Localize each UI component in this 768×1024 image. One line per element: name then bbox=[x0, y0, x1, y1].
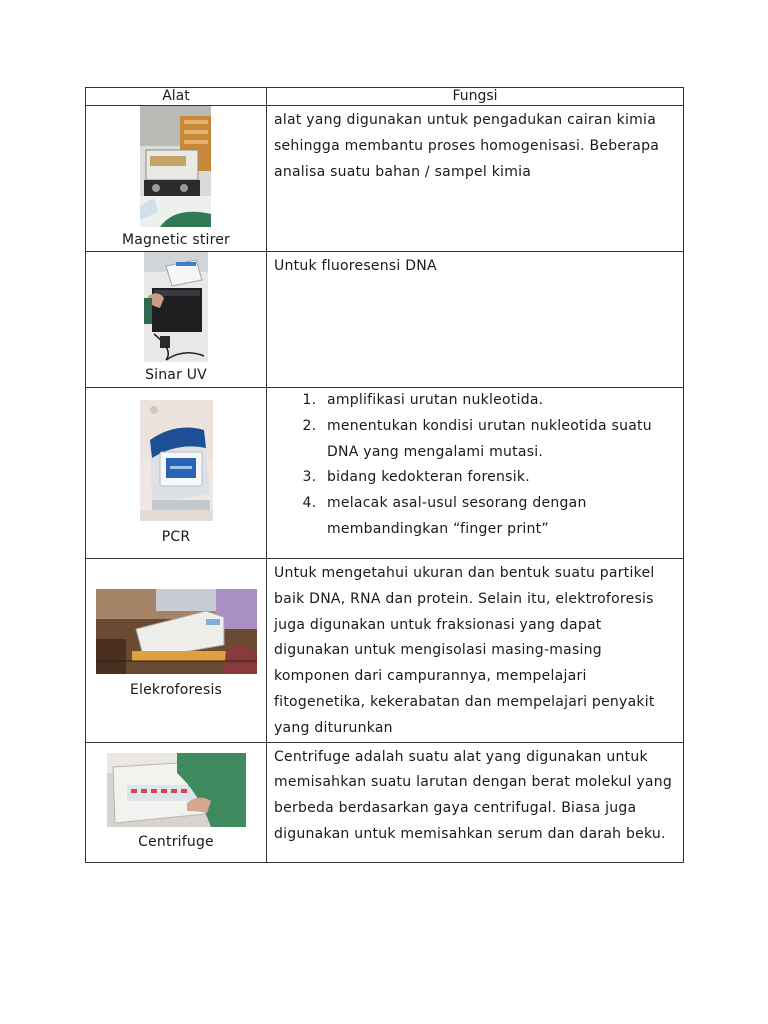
tool-name: Elekroforesis bbox=[129, 682, 223, 698]
tool-name: Centrifuge bbox=[138, 833, 214, 850]
function-cell: alat yang digunakan untuk pengadukan cairan kimia sehingga membantu proses homogenisasi. Beberapa analisa suatu bahan / sampel kimia bbox=[267, 106, 684, 252]
tool-name: Magnetic stirer bbox=[121, 232, 231, 248]
header-row bbox=[86, 88, 684, 106]
table-row bbox=[86, 388, 684, 559]
function-cell: Untuk mengetahui ukuran dan bentuk suatu partikel baik DNA, RNA dan protein. Selain itu, elektroforesis juga digunakan untuk fraksionasi yang dapat digunakan untuk mengisolasi masing-masing komponen dari campurannya, mempelajari fitogenetika, kekerabatan dan mempelajari penyakit yang diturunkan bbox=[267, 559, 684, 743]
list-item: 4. melacak asal-usul sesorang dengan membandingkan “finger print” bbox=[321, 491, 677, 543]
function-cell bbox=[267, 388, 684, 559]
tool-name: Sinar UV bbox=[145, 367, 207, 383]
uv-device-photo bbox=[144, 252, 208, 362]
table-row bbox=[86, 559, 684, 743]
tool-cell bbox=[86, 742, 267, 862]
tool-cell bbox=[86, 559, 267, 743]
pcr-machine-photo bbox=[140, 400, 213, 521]
equipment-table bbox=[85, 87, 684, 863]
tool-cell bbox=[86, 388, 267, 559]
centrifuge-photo bbox=[107, 753, 246, 827]
table-row bbox=[86, 106, 684, 252]
magnetic-stirrer-photo bbox=[140, 106, 211, 227]
function-cell: Centrifuge adalah suatu alat yang digunakan untuk memisahkan suatu larutan dengan berat molekul yang berbeda berdasarkan gaya centrifugal. Biasa juga digunakan untuk memisahkan serum dan darah beku. bbox=[267, 742, 684, 862]
header-function: Fungsi bbox=[267, 88, 684, 106]
tool-cell bbox=[86, 106, 267, 252]
list-item: 2. menentukan kondisi urutan nukleotida suatu DNA yang mengalami mutasi. bbox=[321, 414, 677, 466]
list-item: 3. bidang kedokteran forensik. bbox=[321, 465, 677, 491]
list-item: 1. amplifikasi urutan nukleotida. bbox=[321, 388, 677, 414]
tool-name: PCR bbox=[161, 529, 191, 545]
electrophoresis-photo bbox=[96, 589, 257, 674]
tool-cell bbox=[86, 252, 267, 388]
table-row bbox=[86, 252, 684, 388]
function-cell: Untuk fluoresensi DNA bbox=[267, 252, 684, 388]
pcr-function-list bbox=[274, 388, 677, 543]
header-tool: Alat bbox=[86, 88, 267, 106]
table-row bbox=[86, 742, 684, 862]
